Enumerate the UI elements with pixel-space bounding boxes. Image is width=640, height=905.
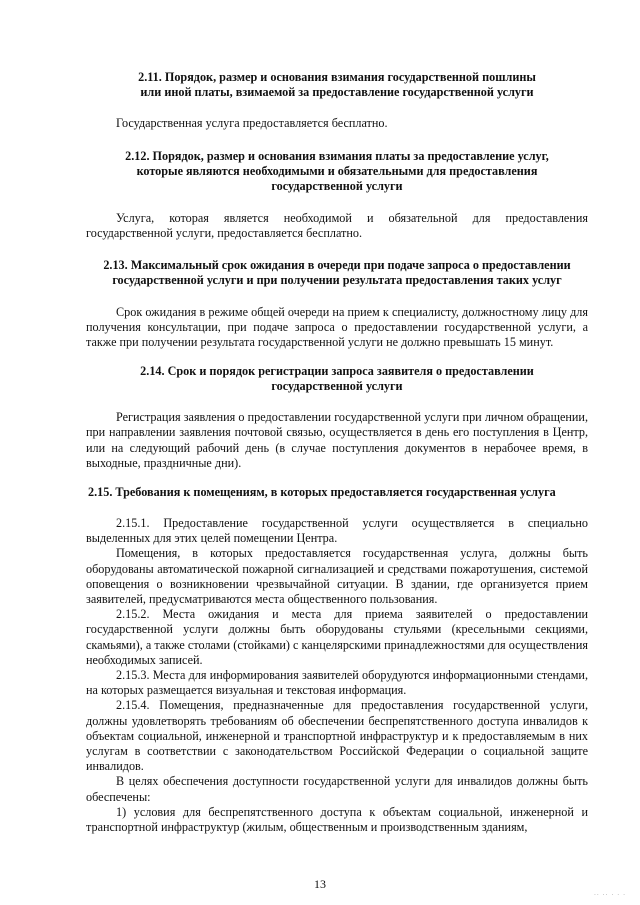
section-heading <box>86 485 588 500</box>
paragraph: 1) условия для беспрепятственного доступа к объектам социальной, инженерной и транспортной инфраструктур (жилым, общественным и производственным зданиям, <box>86 804 588 835</box>
section-2-14 <box>86 364 588 471</box>
paragraph: Услуга, которая является необходимой и обязательной для предоставления государственной услуги, предоставляется бесплатно. <box>86 211 588 241</box>
paragraph: 2.15.1. Предоставление государственной услуги осуществляется в специально выделенных для этих целей помещении Центра. <box>86 516 588 546</box>
heading-line: 2.14. Срок и порядок регистрации запроса заявителя о предоставлении <box>140 364 534 379</box>
document-body <box>86 70 588 835</box>
section-2-12 <box>86 149 588 241</box>
paragraph: В целях обеспечения доступности государственной услуги для инвалидов должны быть обеспечены: <box>86 774 588 804</box>
section-2-13 <box>86 258 588 351</box>
heading-line: или иной платы, взимаемой за предоставление государственной услуги <box>140 85 534 99</box>
paragraph: Регистрация заявления о предоставлении государственной услуги при личном обращении, при направлении заявления почтовой связью, осуществляется в день его поступления в Центр, или на следующий рабочий день (в случае поступления документов в нерабочее время, в выходные, праздничные дни). <box>86 410 588 470</box>
paragraph: 2.15.3. Места для информирования заявителей оборудуются информационными стендами, на которых размещается визуальная и текстовая информация. <box>86 668 588 698</box>
paragraph: Срок ожидания в режиме общей очереди на прием к специалисту, должностному лицу для получения консультации, при подаче запроса о предоставлении государственной услуги, а также при получении результата государственной услуги не должно превышать 15 минут. <box>86 304 588 350</box>
heading-line: 2.11. Порядок, размер и основания взимания государственной пошлины <box>138 70 536 84</box>
heading-line: 2.15. Требования к помещениям, в которых предоставляется государственная услуга <box>88 485 556 500</box>
section-heading <box>86 364 588 394</box>
heading-line: государственной услуги и при получении результата предоставления таких услуг <box>112 272 562 287</box>
paragraph: Помещения, в которых предоставляется государственная услуга, должны быть оборудованы автоматической пожарной сигнализацией и средствами пожаротушения, системой оповещения о возникновении чрезвычайной ситуации. В здании, где организуется прием заявителей, предусматриваются места общественного пользования. <box>86 546 588 607</box>
paragraph: Государственная услуга предоставляется бесплатно. <box>116 116 388 130</box>
paragraph: 2.15.4. Помещения, предназначенные для предоставления государственной услуги, должны удовлетворять требованиям об обеспечении беспрепятственного доступа инвалидов к объектам социальной, инженерной и транспортной инфраструктур и к предоставляемым в них услугам в соответствии с законодательством Российской Федерации о социальной защите инвалидов. <box>86 698 588 774</box>
section-2-15 <box>86 485 588 835</box>
section-heading <box>86 258 588 288</box>
paragraph: 2.15.2. Места ожидания и места для приема заявителей о предоставлении государственной услуги должны быть оборудованы стульями (кресельными секциями, скамьями), а также столами (стойками) с канцелярскими принадлежностями для осуществления необходимых записей. <box>86 607 588 667</box>
section-heading <box>86 70 588 100</box>
heading-line: 2.12. Порядок, размер и основания взимания платы за предоставление услуг, <box>125 149 549 164</box>
scan-artifact: ·· ·· · · · <box>594 892 626 899</box>
section-heading <box>86 149 588 194</box>
heading-line: государственной услуги <box>271 179 403 194</box>
section-2-11 <box>86 70 588 131</box>
heading-line: государственной услуги <box>271 379 403 394</box>
heading-line: которые являются необходимыми и обязательными для предоставления <box>136 164 538 179</box>
page-number: 13 <box>314 877 326 891</box>
heading-line: 2.13. Максимальный срок ожидания в очереди при подаче запроса о предоставлении <box>103 257 571 272</box>
